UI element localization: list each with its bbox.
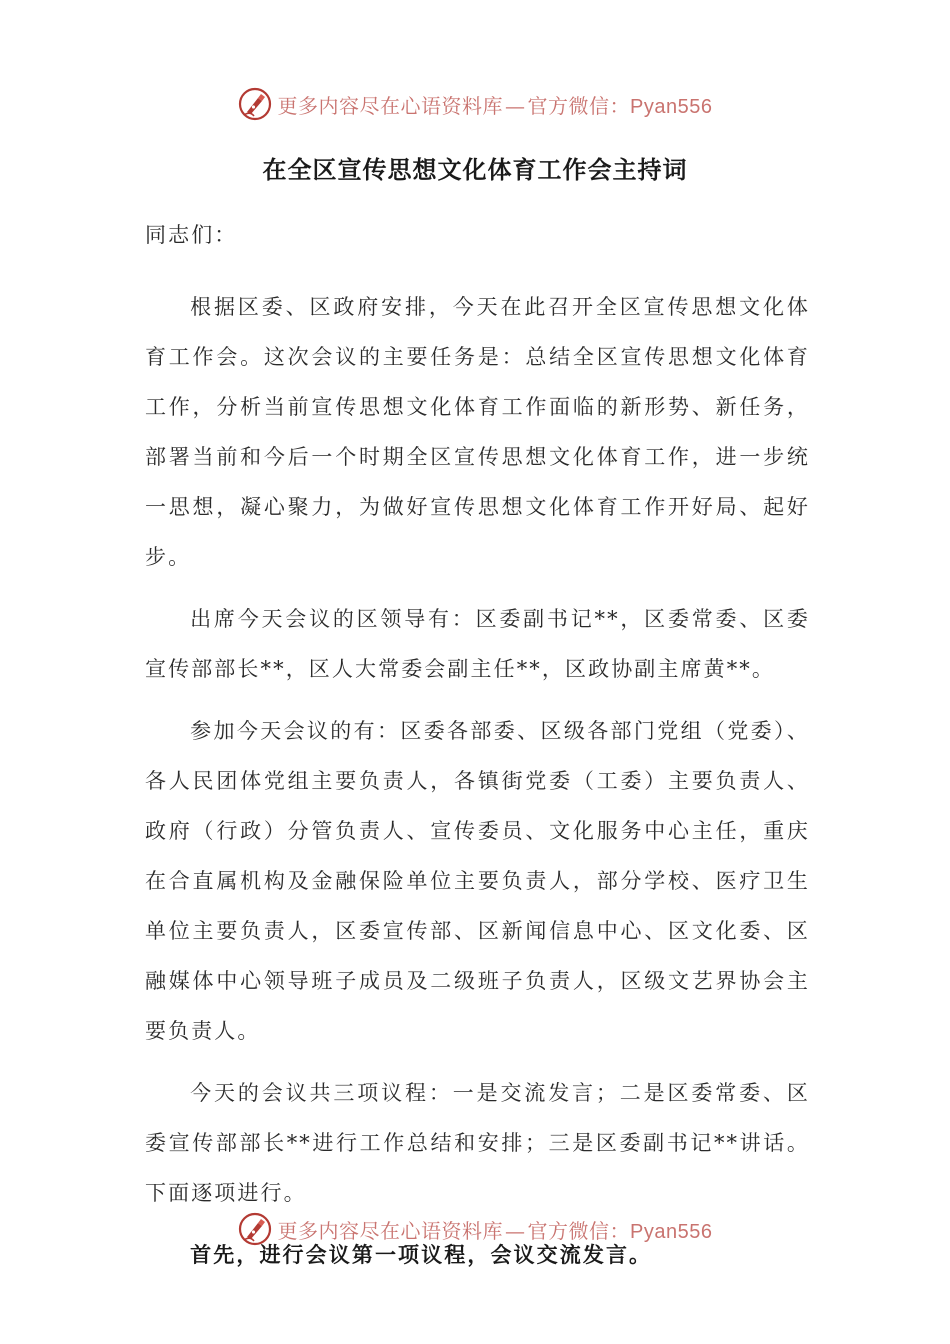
document-title: 在全区宣传思想文化体育工作会主持词 [262, 155, 688, 184]
watermark-content [238, 87, 713, 121]
paragraph-participants: 参加今天会议的有：区委各部委、区级各部门党组（党委）、各人民团体党组主要负责人，各镇街党委（工委）主要负责人、政府（行政）分管负责人、宣传委员、文化服务中心主任，重庆在合直属机构及金融保险单位主要负责人，部分学校、医疗卫生单位主要负责人，区委宣传部、区新闻信息中心、区文化委、区融媒体中心领导班子成员及二级班子负责人，区级文艺界协会主要负责人。 [145, 719, 810, 1043]
watermark-text: 更多内容尽在心语资料库 — 官方微信：Pyan556 [277, 93, 713, 118]
watermark-content [238, 1212, 713, 1246]
salutation: 同志们： [145, 223, 238, 247]
watermark-text: 更多内容尽在心语资料库 — 官方微信：Pyan556 [277, 1218, 713, 1243]
paragraph-attending-leaders: 出席今天会议的区领导有：区委副书记**，区委常委、区委宣传部部长**，区人大常委会副主任**，区政协副主席黄**。 [145, 607, 810, 681]
paragraph-arrangement: 根据区委、区政府安排，今天在此召开全区宣传思想文化体育工作会。这次会议的主要任务是：总结全区宣传思想文化体育工作，分析当前宣传思想文化体育工作面临的新形势、新任务，部署当前和今后一个时期全区宣传思想文化体育工作，进一步统一思想，凝心聚力，为做好宣传思想文化体育工作开好局、起好步。 [145, 295, 810, 569]
paragraph-agenda: 今天的会议共三项议程：一是交流发言；二是区委常委、区委宣传部部长**进行工作总结和安排；三是区委副书记**讲话。下面逐项进行。 [145, 1081, 810, 1205]
document-body [145, 210, 810, 1292]
pen-nib-logo-icon [238, 1212, 272, 1246]
watermark-banner-top [0, 82, 950, 126]
paragraph-first-agenda-item: 首先，进行会议第一项议程，会议交流发言。 [190, 1242, 653, 1267]
pen-nib-logo-icon [238, 87, 272, 121]
watermark-banner-bottom [0, 1207, 950, 1251]
